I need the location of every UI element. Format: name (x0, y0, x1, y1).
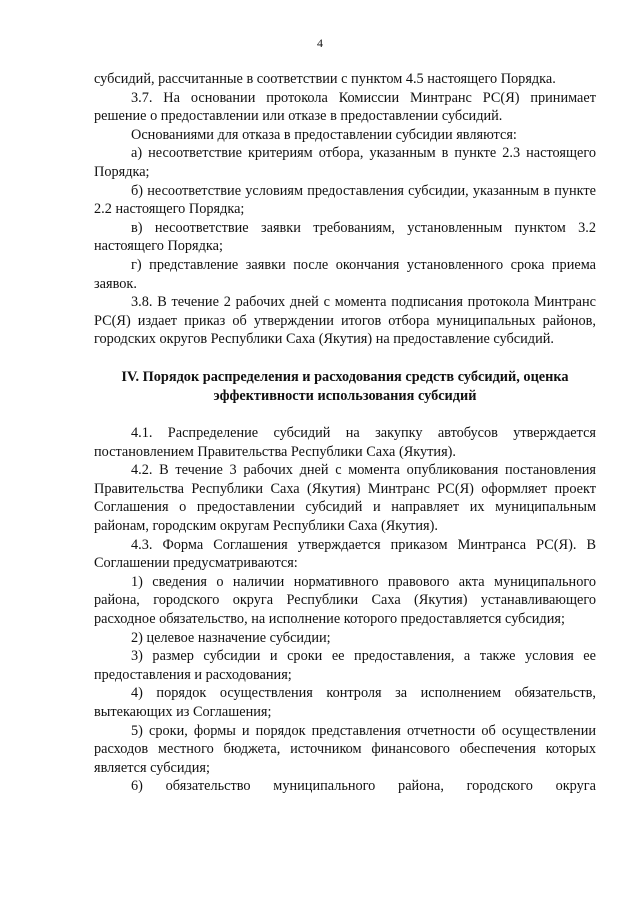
paragraph-3-7: 3.7. На основании протокола Комиссии Минтранс РС(Я) принимает решение о предоставлении или отказе в предоставлении субсидий. (94, 89, 596, 125)
section-heading: IV. Порядок распределения и расходования средств субсидий, оценка эффективности использования субсидий (121, 368, 569, 404)
paragraph-4-2: 4.2. В течение 3 рабочих дней с момента опубликования постановления Правительства Республики Саха (Якутия) Минтранс РС(Я) оформляет проект Соглашения о предоставлении субсидий и направляет их муниципальным районам, городским округам Республики Саха (Якутия). (94, 462, 596, 535)
list-item-3: 3) размер субсидии и сроки ее предоставления, а также условия ее предоставления и расходования; (94, 648, 596, 683)
paragraph-4-1: 4.1. Распределение субсидий на закупку автобусов утверждается постановлением Правительства Республики Саха (Якутия). (94, 425, 596, 460)
list-item-4: 4) порядок осуществления контроля за исполнением обязательств, вытекающих из Соглашения; (94, 685, 596, 720)
list-item-2: 2) целевое назначение субсидии; (131, 629, 331, 646)
page-number: 4 (317, 36, 323, 50)
paragraph-3-8: 3.8. В течение 2 рабочих дней с момента подписания протокола Минтранс РС(Я) издает приказ об утверждении итогов отбора муниципальных районов, городских округов Республики Саха (Якутия) на предоставление субсидий. (94, 294, 596, 348)
paragraph-refusal-b: б) несоответствие условиям предоставления субсидии, указанным в пункте 2.2 настоящего Порядка; (94, 182, 596, 218)
list-item-5: 5) сроки, формы и порядок представления отчетности об осуществлении расходов местного бюджета, источником финансового обеспечения которых является субсидия; (94, 722, 596, 776)
paragraph-refusal-g: г) представление заявки после окончания установленного срока приема заявок. (94, 256, 596, 292)
paragraph-refusal-a: а) несоответствие критериям отбора, указанным в пункте 2.3 настоящего Порядка; (94, 145, 596, 180)
paragraph-refusal-grounds: Основаниями для отказа в предоставлении субсидии являются: (131, 126, 517, 143)
document-body (94, 70, 596, 796)
paragraph-refusal-v: в) несоответствие заявки требованиям, установленным пунктом 3.2 настоящего Порядка; (94, 219, 596, 255)
paragraph-4-3: 4.3. Форма Соглашения утверждается приказом Минтранса РС(Я). В Соглашении предусматриваются: (94, 536, 596, 572)
list-item-6: 6) обязательство муниципального района, городского округа (131, 778, 596, 795)
paragraph-continuation: субсидий, рассчитанные в соответствии с пунктом 4.5 настоящего Порядка. (94, 71, 556, 87)
list-item-1: 1) сведения о наличии нормативного правового акта муниципального района, городского округа Республики Саха (Якутия) устанавливающего расходное обязательство, на исполнение которого предоставляется субсидия; (94, 573, 596, 628)
